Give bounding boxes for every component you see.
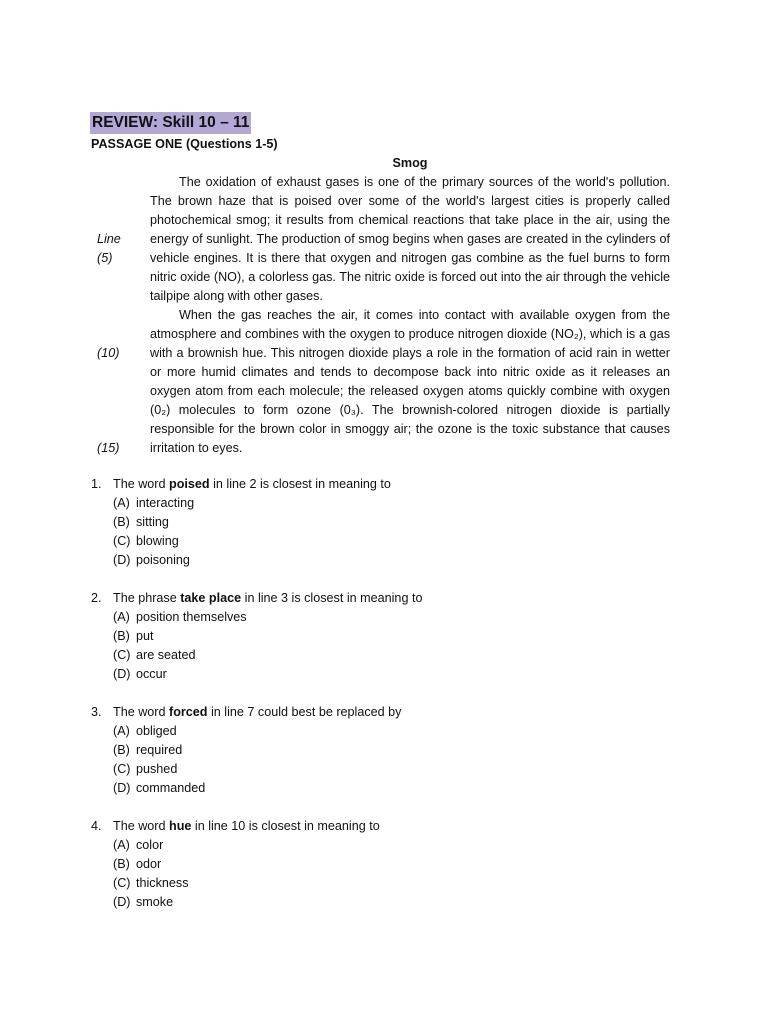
answer-option (113, 779, 691, 798)
passage-paragraph-1: The oxidation of exhaust gases is one of the primary sources of the world's pollution. The brown haze that is poised over some of the world's largest cities is properly called photochemical smog; it results from chemical reactions that take place in the air, using the energy of sunlight. The production of smog begins when gases are created in the cylinders of vehicle engines. It is there that oxygen and nitrogen gas combine as the fuel burns to form nitric oxide (NO), a colorless gas. The nitric oxide is forced out into the air through the vehicle tailpipe along with other gases. (150, 175, 670, 303)
option-text: color (136, 838, 164, 852)
option-letter: (A) (113, 610, 130, 624)
answer-options (91, 836, 691, 912)
answer-option (113, 893, 691, 912)
question (91, 817, 691, 912)
question (91, 475, 691, 570)
question-text (113, 475, 391, 494)
option-text: interacting (136, 496, 195, 510)
question-stem (91, 703, 691, 722)
answer-options (91, 494, 691, 570)
option-letter: (B) (113, 857, 130, 871)
option-letter: (D) (113, 667, 131, 681)
question-keyword: hue (169, 819, 192, 833)
option-text: poisoning (136, 553, 190, 567)
option-letter: (D) (113, 781, 131, 795)
option-letter: (B) (113, 629, 130, 643)
question-prefix: The word (113, 477, 169, 491)
question-suffix: in line 10 is closest in meaning to (191, 819, 380, 833)
question-number: 1. (91, 477, 102, 491)
option-text: occur (136, 667, 167, 681)
question-prefix: The word (113, 819, 169, 833)
question-list (91, 475, 691, 931)
answer-option (113, 855, 691, 874)
answer-option (113, 760, 691, 779)
question-number: 3. (91, 705, 102, 719)
option-text: obliged (136, 724, 177, 738)
passage-title: Smog (392, 156, 428, 170)
answer-options (91, 608, 691, 684)
answer-option (113, 494, 691, 513)
option-text: smoke (136, 895, 174, 909)
option-letter: (A) (113, 724, 130, 738)
answer-option (113, 836, 691, 855)
option-letter: (C) (113, 648, 131, 662)
line-label: Line (97, 232, 121, 246)
line-number-15: (15) (97, 441, 120, 455)
answer-option (113, 646, 691, 665)
question-text (113, 703, 401, 722)
answer-option (113, 513, 691, 532)
option-letter: (C) (113, 762, 131, 776)
review-title: REVIEW: Skill 10 – 11 (90, 112, 251, 134)
question-suffix: in line 7 could best be replaced by (207, 705, 402, 719)
question-suffix: in line 2 is closest in meaning to (209, 477, 391, 491)
answer-options (91, 722, 691, 798)
question-keyword: forced (169, 705, 208, 719)
question-stem (91, 589, 691, 608)
answer-option (113, 874, 691, 893)
option-text: put (136, 629, 154, 643)
option-text: position themselves (136, 610, 247, 624)
question-number: 2. (91, 591, 102, 605)
option-text: odor (136, 857, 162, 871)
option-text: sitting (136, 515, 169, 529)
option-letter: (A) (113, 496, 130, 510)
line-number-10: (10) (97, 346, 120, 360)
answer-option (113, 532, 691, 551)
option-letter: (D) (113, 895, 131, 909)
question (91, 703, 691, 798)
option-letter: (A) (113, 838, 130, 852)
question (91, 589, 691, 684)
question-keyword: poised (169, 477, 210, 491)
passage-heading: PASSAGE ONE (Questions 1-5) (91, 137, 278, 151)
question-number: 4. (91, 819, 102, 833)
answer-option (113, 551, 691, 570)
question-suffix: in line 3 is closest in meaning to (241, 591, 423, 605)
question-stem (91, 817, 691, 836)
option-letter: (B) (113, 515, 130, 529)
question-prefix: The word (113, 705, 169, 719)
question-text (113, 817, 380, 836)
answer-option (113, 627, 691, 646)
question-keyword: take place (180, 591, 242, 605)
option-text: are seated (136, 648, 196, 662)
option-text: commanded (136, 781, 206, 795)
answer-option (113, 665, 691, 684)
option-letter: (C) (113, 534, 131, 548)
option-text: required (136, 743, 183, 757)
option-text: thickness (136, 876, 189, 890)
answer-option (113, 741, 691, 760)
question-text (113, 589, 422, 608)
option-letter: (D) (113, 553, 131, 567)
question-prefix: The phrase (113, 591, 181, 605)
passage-body (150, 173, 670, 458)
answer-option (113, 608, 691, 627)
option-text: pushed (136, 762, 178, 776)
question-stem (91, 475, 691, 494)
line-number-5: (5) (97, 251, 113, 265)
option-text: blowing (136, 534, 179, 548)
option-letter: (C) (113, 876, 131, 890)
passage-paragraph-2: When the gas reaches the air, it comes into contact with available oxygen from the atmosphere and combines with the oxygen to produce nitrogen dioxide (NO₂), which is a gas with a brownish hue. This nitrogen dioxide plays a role in the formation of acid rain in wetter or more humid climates and tends to decompose back into nitric oxide as it releases an oxygen atom from each molecule; the released oxygen atoms quickly combine with oxygen (0₂) molecules to form ozone (0₃). The brownish-colored nitrogen dioxide is partially responsible for the brown color in smoggy air; the ozone is the toxic substance that causes irritation to eyes. (150, 308, 670, 455)
answer-option (113, 722, 691, 741)
option-letter: (B) (113, 743, 130, 757)
